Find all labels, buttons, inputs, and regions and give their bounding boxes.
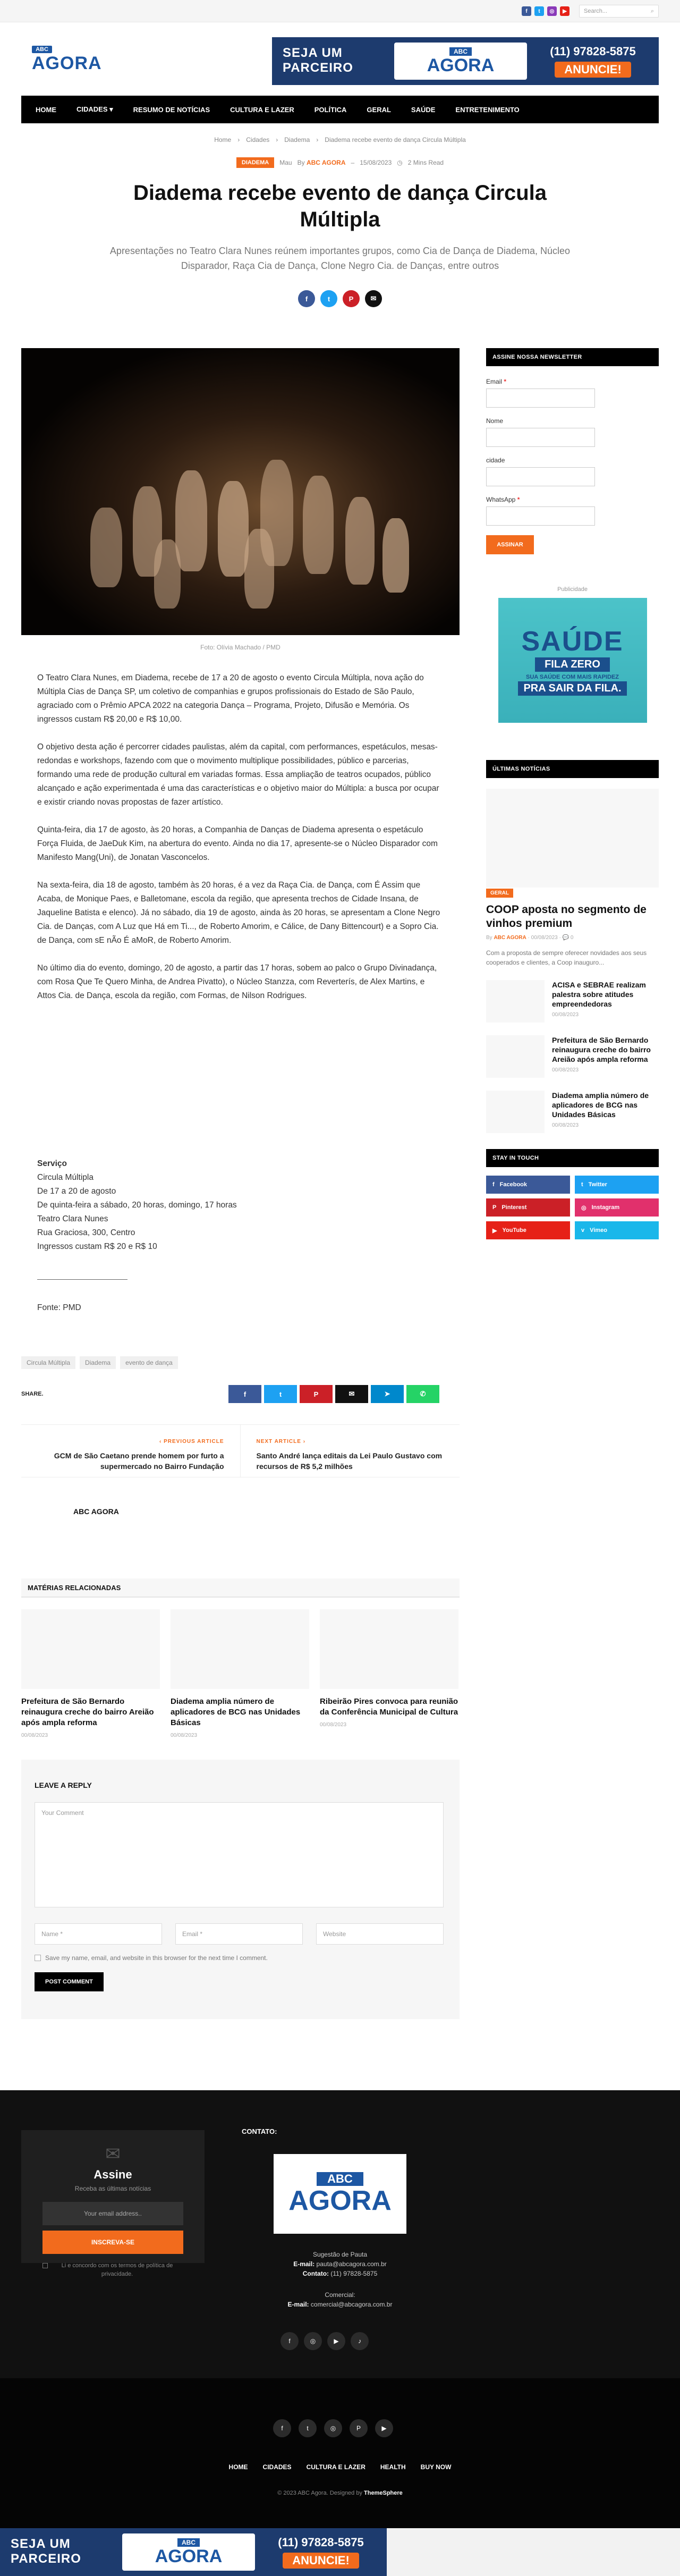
featured-news-title[interactable]: COOP aposta no segmento de vinhos premium [486, 903, 647, 930]
footer-nav-item[interactable]: CULTURA E LAZER [306, 2463, 366, 2471]
site-header [21, 22, 659, 96]
subscribe-button[interactable]: INSCREVA-SE [42, 2231, 183, 2254]
latest-news-item[interactable] [486, 1035, 659, 1078]
instagram-icon[interactable]: ◎ [547, 6, 557, 16]
related-item[interactable] [171, 1609, 309, 1738]
dancer-figure [90, 508, 122, 587]
paragraph: O Teatro Clara Nunes, em Diadema, recebe de 17 a 20 de agosto o evento Circula Múltipla, nova ação do Múltipla Cias de Dança SP, um coletivo de companhias e grupos profissionais do Estado de São Paulo, agraciado com o Prêmio APCA 2022 na categoria Dança – Programa, Projeto, Difusão e Memória. Os ingressos custam R$ 20,00 e R$ 10,00. [37, 673, 424, 724]
sticky-bottom-ad [0, 2528, 680, 2576]
main-nav [21, 96, 659, 123]
youtube-icon[interactable]: ▶ [327, 2332, 345, 2350]
article-subtitle: Apresentações no Teatro Clara Nunes reúnem importantes grupos, como Cia de Dança de Diadema, Núcleo Disparador, Raça Cia de Dança, Clone Negro Cia. de Danças, entre outros [109, 246, 571, 271]
vimeo-follow-button[interactable]: v Vimeo [575, 1221, 659, 1239]
chevron-right-icon: › [316, 136, 319, 143]
footer-nav-item[interactable]: HOME [228, 2463, 248, 2471]
facebook-icon[interactable]: f [298, 290, 315, 307]
next-article-link[interactable]: NEXT ARTICLE › Santo André lança editais da Lei Paulo Gustavo com recursos de R$ 5,2 milhões [256, 1439, 443, 1471]
newsletter-whatsapp-input[interactable] [486, 506, 595, 526]
newsletter-widget-title: ASSINE NOSSA NEWSLETTER [486, 348, 659, 366]
category-badge[interactable]: DIADEMA [236, 157, 274, 168]
envelope-icon: ✉ [105, 2144, 121, 2164]
dancer-figure [382, 518, 409, 593]
twitter-share-button[interactable]: t [264, 1385, 297, 1403]
news-date: 00/08/2023 [552, 1012, 579, 1018]
nav-item-5[interactable]: GERAL [367, 105, 391, 114]
dancer-figure [244, 529, 274, 609]
tiktok-icon[interactable]: ♪ [351, 2332, 369, 2350]
footer: ✉ Assine Receba as últimas notícias Your email address.. INSCREVA-SE Li e concordo com os termos de política de privacidade. CONTATO: ABC AGORA Sugestão de Pauta E-mail: pauta@abcagora.com.br Contato: (11) 97828-5875 Comercial: E-mail: comercial@abcagora.com.br f ◎ ▶ ♪ [0, 2090, 680, 2378]
facebook-icon[interactable]: f [522, 6, 531, 16]
bottom-ad-banner[interactable]: SEJA UM PARCEIRO ABC AGORA (11) 97828-5875 ANUNCIE! [0, 2528, 387, 2576]
instagram-icon[interactable]: ◎ [304, 2332, 322, 2350]
tag-link[interactable]: Diadema [80, 1356, 116, 1369]
twitter-icon[interactable]: t [299, 2419, 317, 2437]
nav-item-1[interactable]: CIDADES ▾ [76, 105, 113, 113]
service-line: Ingressos custam R$ 20 e R$ 10 [37, 1242, 157, 1251]
article-meta: DIADEMA Mau By ABC AGORA – 15/08/2023 ◷ 2 Mins Read [21, 157, 659, 168]
dancer-figure [175, 470, 207, 571]
related-title[interactable]: Diadema amplia número de aplicadores de BCG nas Unidades Básicas [171, 1697, 301, 1727]
post-navigation [21, 1424, 460, 1477]
related-thumbnail[interactable] [21, 1609, 160, 1689]
footer-contact-info: Sugestão de Pauta E-mail: pauta@abcagora.com.br Contato: (11) 97828-5875 Comercial: E-mail: comercial@abcagora.com.br [287, 2251, 393, 2308]
footer-social-icons [280, 2332, 369, 2350]
breadcrumb-item[interactable]: Cidades [246, 136, 270, 143]
related-title[interactable]: Prefeitura de São Bernardo reinaugura creche do bairro Areião após ampla reforma [21, 1697, 154, 1727]
latest-news-item[interactable] [486, 980, 659, 1023]
related-item[interactable] [21, 1609, 160, 1738]
related-list [21, 1609, 460, 1738]
social-buttons [486, 1176, 659, 1239]
footer-logo[interactable]: ABC AGORA [274, 2154, 406, 2234]
pinterest-share-button[interactable]: P [300, 1385, 333, 1403]
newsletter-nome-input[interactable] [486, 428, 595, 447]
site-logo[interactable]: ABC AGORA [32, 46, 102, 73]
comment-textarea[interactable]: Your Comment [35, 1802, 444, 1907]
newsletter-email-input[interactable] [486, 388, 595, 408]
author-name[interactable]: ABC AGORA [73, 1507, 119, 1516]
latest-news-title: ÚLTIMAS NOTÍCIAS [486, 760, 659, 778]
search-icon[interactable]: ⌕ [650, 7, 654, 14]
news-title[interactable]: Diadema amplia número de aplicadores de BCG nas Unidades Básicas [552, 1091, 649, 1119]
nav-item-6[interactable]: SAÚDE [411, 105, 436, 114]
author-link[interactable]: ABC AGORA [306, 159, 346, 166]
image-caption: Foto: Olívia Machado / PMD [200, 644, 280, 651]
related-thumbnail[interactable] [320, 1609, 458, 1689]
service-line: De 17 a 20 de agosto [37, 1187, 116, 1196]
nav-item-3[interactable]: CULTURA E LAZER [230, 105, 294, 114]
website-field[interactable]: Website [316, 1923, 444, 1945]
facebook-share-button[interactable]: f [228, 1385, 261, 1403]
comment-icon: 💬 [562, 935, 570, 941]
nav-item-7[interactable]: ENTRETENIMENTO [455, 105, 520, 114]
footer-nav-item[interactable]: BUY NOW [420, 2463, 452, 2471]
pinterest-icon: P [492, 1204, 497, 1211]
latest-news-item[interactable] [486, 1091, 659, 1133]
field-label: cidade [486, 457, 505, 464]
service-line: Rua Graciosa, 300, Centro [37, 1228, 135, 1237]
publish-date: 15/08/2023 [360, 159, 392, 166]
service-line: Circula Múltipla [37, 1173, 94, 1182]
news-thumbnail[interactable] [486, 1035, 545, 1078]
news-date: 00/08/2023 [552, 1122, 579, 1128]
footer-bottom-icons [273, 2419, 393, 2437]
whatsapp-share-button[interactable]: ✆ [406, 1385, 439, 1403]
footer-bottom [0, 2378, 680, 2528]
header-ad-banner[interactable]: SEJA UM PARCEIRO ABC AGORA (11) 97828-5875 ANUNCIE! [272, 37, 659, 85]
previous-article-link[interactable]: ‹ PREVIOUS ARTICLE GCM de São Caetano prende homem por furto a supermercado no Bairro Fundação [21, 1425, 241, 1477]
email-share-button[interactable]: ✉ [335, 1385, 368, 1403]
tag-link[interactable]: evento de dança [120, 1356, 178, 1369]
facebook-icon: f [492, 1181, 495, 1188]
news-date: 00/08/2023 [552, 1067, 579, 1073]
facebook-icon[interactable]: f [273, 2419, 291, 2437]
related-item[interactable] [320, 1609, 458, 1738]
email-field[interactable]: Email * [175, 1923, 303, 1945]
news-title[interactable]: ACISA e SEBRAE realizam palestra sobre atitudes empreendedoras [552, 981, 646, 1008]
pinterest-icon[interactable]: P [343, 290, 360, 307]
copyright: © 2023 ABC Agora. Designed by ThemeSphere [277, 2490, 403, 2496]
footer-email-input[interactable]: Your email address.. [42, 2202, 183, 2225]
category-badge[interactable]: GERAL [486, 889, 513, 898]
sidebar-ad[interactable]: SAÚDE FILA ZERO SUA SAÚDE COM MAIS RAPIDEZ PRA SAIR DA FILA. [498, 598, 647, 723]
related-thumbnail[interactable] [171, 1609, 309, 1689]
author-box [21, 1490, 460, 1533]
top-bar [0, 0, 680, 22]
related-header: MATÉRIAS RELACIONADAS [21, 1578, 460, 1598]
dancer-figure [345, 497, 375, 585]
instagram-follow-button[interactable]: ◎ Instagram [575, 1198, 659, 1217]
chevron-right-icon: › [276, 136, 278, 143]
subscribe-button[interactable]: ASSINAR [486, 535, 534, 554]
paragraph: Quinta-feira, dia 17 de agosto, às 20 horas, a Companhia de Danças de Diadema apresenta o espetáculo Força Fluida, de JaeDuk Kim, na abertura do evento. Ainda no dia 17, apresente-se o Núcleo Disparador com Manifesto Mang(Uni), de Jonatan Vasconcelos. [37, 825, 438, 862]
source: Fonte: PMD [37, 1303, 81, 1312]
divider [37, 1279, 128, 1280]
field-label: Email * [486, 378, 507, 385]
dancer-figure [303, 476, 334, 574]
paragraph: No último dia do evento, domingo, 20 de agosto, a partir das 17 horas, sobem ao palco o Grupo Divinadança, com Rosa Que Te Quero Minha, de Andrea Pivatto), o Núcleo Stanzza, com Reverterís, de Alex Martins, e Attos Cia. de Dança, escola da região, com Formas, de Nilson Rodrigues. [37, 964, 437, 1000]
top-share-icons [21, 290, 659, 307]
news-title[interactable]: Prefeitura de São Bernardo reinaugura creche do bairro Areião após ampla reforma [552, 1036, 651, 1063]
paragraph: Na sexta-feira, dia 18 de agosto, também às 20 horas, é a vez da Raça Cia. de Dança, com É Assim que Acaba, de Monique Paes, e Balletomane, escola da região, que apresenta trechos de Cidade Insana, de Jaqueline Batista e elenco). Já no sábado, dia 19 de agosto, ainda às 20 horas, se apresentam a Clone Negro Cia. de Danças, com A Luz que Há em Ti..., de Roberto Amorim, e Cálice, de Dany Bittencourt) e a Sopro Cia. de Dança, com sE nÃo É aMoR, de Roberto Amorim. [37, 881, 440, 945]
nav-item-2[interactable]: RESUMO DE NOTÍCIAS [133, 105, 210, 114]
service-line: De quinta-feira a sábado, 20 horas, domingo, 17 horas [37, 1201, 237, 1210]
twitter-icon[interactable]: t [320, 290, 337, 307]
breadcrumb-item[interactable]: Home [214, 136, 232, 143]
paragraph: O objetivo desta ação é percorrer cidades paulistas, além da capital, com performances, espetáculos, mesas-redondas e workshops, fazendo com que o movimento multiplique possibilidades, público e parcerias, formando uma rede de produção cultural em variadas formas. Essa ampliação de teatros ocupados, público alcançado e ação experimentada é uma das características e o objetivo maior do Múltipla: a busca por ocupar e existir criando novas propostas de fazer artístico. [37, 742, 439, 807]
vimeo-icon: v [581, 1227, 585, 1234]
dancer-figure [154, 539, 181, 609]
search-input[interactable]: Search... ⌕ [579, 5, 659, 18]
stay-in-touch-title: STAY IN TOUCH [486, 1149, 659, 1167]
breadcrumb [21, 136, 659, 146]
comment-form: LEAVE A REPLY Your Comment Name * Email * Website Save my name, email, and website in this browser for the next time I comment. POST COMMENT [21, 1760, 460, 2019]
youtube-follow-button[interactable]: ▶ YouTube [486, 1221, 570, 1239]
newsletter-cidade-input[interactable] [486, 467, 595, 486]
author-avatar [21, 1490, 64, 1533]
facebook-follow-button[interactable]: f Facebook [486, 1176, 570, 1194]
nav-item-4[interactable]: POLÍTICA [314, 105, 347, 114]
related-date: 00/08/2023 [171, 1733, 198, 1738]
related-date: 00/08/2023 [21, 1733, 48, 1738]
field-label: Nome [486, 417, 504, 425]
related-title[interactable]: Ribeirão Pires convoca para reunião da Conferência Municipal de Cultura [320, 1697, 458, 1717]
article-title: Diadema recebe evento de dança Circula Múltipla [133, 181, 547, 231]
facebook-icon[interactable]: f [280, 2332, 299, 2350]
instagram-icon[interactable]: ◎ [324, 2419, 342, 2437]
telegram-share-button[interactable]: ➤ [371, 1385, 404, 1403]
service-line: Teatro Clara Nunes [37, 1214, 108, 1223]
youtube-icon: ▶ [492, 1227, 497, 1234]
field-label: WhatsApp * [486, 496, 520, 503]
clock-icon: ◷ [397, 159, 403, 166]
pinterest-icon[interactable]: P [350, 2419, 368, 2437]
newsletter-form [486, 366, 659, 554]
read-time: 2 Mins Read [407, 159, 444, 166]
post-comment-button[interactable]: POST COMMENT [35, 1972, 104, 1991]
chevron-right-icon: › [237, 136, 240, 143]
featured-news-image[interactable] [486, 789, 659, 888]
chevron-left-icon: ‹ [159, 1439, 162, 1445]
twitter-icon: t [581, 1181, 583, 1188]
twitter-follow-button[interactable]: t Twitter [575, 1176, 659, 1194]
article-content [21, 671, 460, 1315]
consent-checkbox[interactable] [42, 2263, 48, 2268]
footer-nav-item[interactable]: HEALTH [380, 2463, 406, 2471]
chevron-right-icon: › [303, 1439, 306, 1445]
email-icon[interactable]: ✉ [365, 290, 382, 307]
pinterest-follow-button[interactable]: P Pinterest [486, 1198, 570, 1217]
article-hero-image [21, 348, 460, 635]
footer-subscribe-box: ✉ Assine Receba as últimas notícias Your email address.. INSCREVA-SE Li e concordo com os termos de política de privacidade. [21, 2130, 205, 2263]
breadcrumb-item[interactable]: Diadema [284, 136, 310, 143]
article-body [21, 348, 460, 2019]
footer-nav [0, 2463, 680, 2471]
share-bar: SHARE. f t P ✉ ➤ ✆ [21, 1385, 460, 1403]
tag-list [21, 1356, 460, 1369]
nav-item-0[interactable]: HOME [36, 105, 56, 114]
youtube-icon[interactable]: ▶ [560, 6, 570, 16]
twitter-icon[interactable]: t [534, 6, 544, 16]
service-info: Serviço Circula Múltipla De 17 a 20 de agosto De quinta-feira a sábado, 20 horas, domingo, 17 horas Teatro Clara Nunes Rua Graciosa, 300, Centro Ingressos custam R$ 20 e R$ 10 [37, 1157, 444, 1254]
breadcrumb-item: Diadema recebe evento de dança Circula Múltipla [325, 136, 466, 143]
name-field[interactable]: Name * [35, 1923, 162, 1945]
save-info-checkbox[interactable] [35, 1955, 41, 1961]
tag-link[interactable]: Circula Múltipla [21, 1356, 75, 1369]
related-date: 00/08/2023 [320, 1722, 347, 1728]
footer-nav-item[interactable]: CIDADES [262, 2463, 292, 2471]
news-thumbnail[interactable] [486, 980, 545, 1023]
instagram-icon: ◎ [581, 1204, 586, 1211]
youtube-icon[interactable]: ▶ [375, 2419, 393, 2437]
sidebar: ASSINE NOSSA NEWSLETTER Email * Nome cidade WhatsApp * ASSINAR Publicidade SAÚDE FILA ZERO SUA SAÚDE COM MAIS RAPIDEZ PRA SAIR DA FILA. ÚLTIMAS NOTÍCIAS GERAL COOP aposta no segmento de vinhos premium By ABC AGORA · 00/08/2023 · 💬 0 Com a proposta de sempre oferecer novidades aos seus cooperados e clientes, a Coop inauguro... ACISA e SEBRAE realizam palestra sobre atitudes empreendedoras 00/08/2023 Prefeitura de São Bernardo reinaugura creche do bairro Areião após ampla reforma 00/08/2023 Diadema amplia número de aplicadores de BCG nas Unidades Básicas 00/08/2023 STAY IN TOUCH f Facebook t Twitter P Pinterest ◎ Instagram ▶ YouTube v Vimeo [486, 348, 659, 1239]
news-thumbnail[interactable] [486, 1091, 545, 1133]
